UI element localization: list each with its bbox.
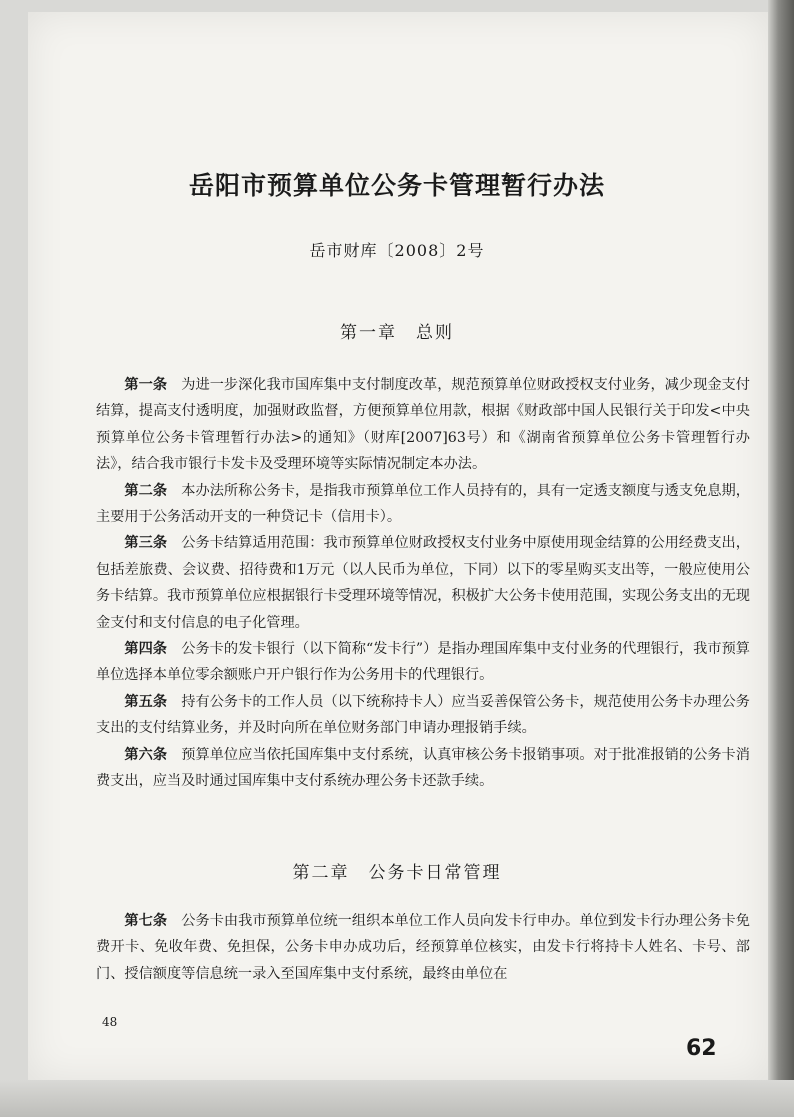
article-text: 预算单位应当依托国库集中支付系统，认真审核公务卡报销事项。对于批准报销的公务卡消费支出，应当及时通过国库集中支付系统办理公务卡还款手续。 [96, 746, 750, 790]
page-number-printed: 48 [102, 1015, 118, 1029]
article-2 [96, 478, 750, 531]
article-7 [96, 908, 750, 987]
document-title: 岳阳市预算单位公务卡管理暂行办法 [188, 171, 605, 200]
article-label: 第二条 [124, 482, 168, 499]
article-label: 第五条 [124, 693, 168, 710]
article-text: 公务卡由我市预算单位统一组织本单位工作人员向发卡行申办。单位到发卡行办理公务卡免费开卡、免收年费、免担保，公务卡申办成功后，经预算单位核实，由发卡行将持卡人姓名、卡号、部门、授信额度等信息统一录入至国库集中支付系统，最终由单位在 [96, 913, 750, 982]
article-label: 第六条 [124, 746, 168, 763]
page-number-stamped: 62 [686, 1036, 717, 1061]
scan-edge-bottom [0, 1080, 794, 1117]
article-label: 第四条 [124, 641, 168, 658]
chapter-2-heading: 第二章 公务卡日常管理 [292, 863, 502, 883]
article-label: 第七条 [124, 913, 168, 929]
chapter-2-body [96, 908, 750, 987]
article-text: 为进一步深化我市国库集中支付制度改革，规范预算单位财政授权支付业务，减少现金支付结算，提高支付透明度，加强财政监督，方便预算单位用款，根据《财政部中国人民银行关于印发<中央预算单位公务卡管理暂行办法>的通知》（财库[2007]63号）和《湖南省预算单位公务卡管理暂行办法》，结合我市银行卡发卡及受理环境等实际情况制定本办法。 [96, 377, 750, 473]
article-5 [96, 689, 750, 742]
article-text: 本办法所称公务卡，是指我市预算单位工作人员持有的，具有一定透支额度与透支免息期，主要用于公务活动开支的一种贷记卡（信用卡）。 [96, 482, 750, 526]
article-label: 第三条 [124, 535, 168, 552]
article-1 [96, 372, 750, 478]
chapter-1-heading: 第一章 总则 [340, 323, 454, 343]
article-text: 公务卡的发卡银行（以下简称“发卡行”）是指办理国库集中支付业务的代理银行，我市预算单位选择本单位零余额账户开户银行作为公务用卡的代理银行。 [96, 641, 750, 684]
article-text: 公务卡结算适用范围：我市预算单位财政授权支付业务中原使用现金结算的公用经费支出，包括差旅费、会议费、招待费和1万元（以人民币为单位，下同）以下的零星购买支出等，一般应使用公务卡结算。我市预算单位应根据银行卡受理环境等情况，积极扩大公务卡使用范围，实现公务支出的无现金支付和支付信息的电子化管理。 [96, 535, 750, 631]
article-4 [96, 636, 750, 689]
article-3 [96, 530, 750, 636]
chapter-1-body [96, 372, 750, 795]
article-6 [96, 742, 750, 795]
article-label: 第一条 [124, 377, 168, 393]
document-number: 岳市财库〔2008〕2号 [309, 241, 485, 260]
article-text: 持有公务卡的工作人员（以下统称持卡人）应当妥善保管公务卡，规范使用公务卡办理公务支出的支付结算业务，并及时向所在单位财务部门申请办理报销手续。 [96, 693, 750, 737]
